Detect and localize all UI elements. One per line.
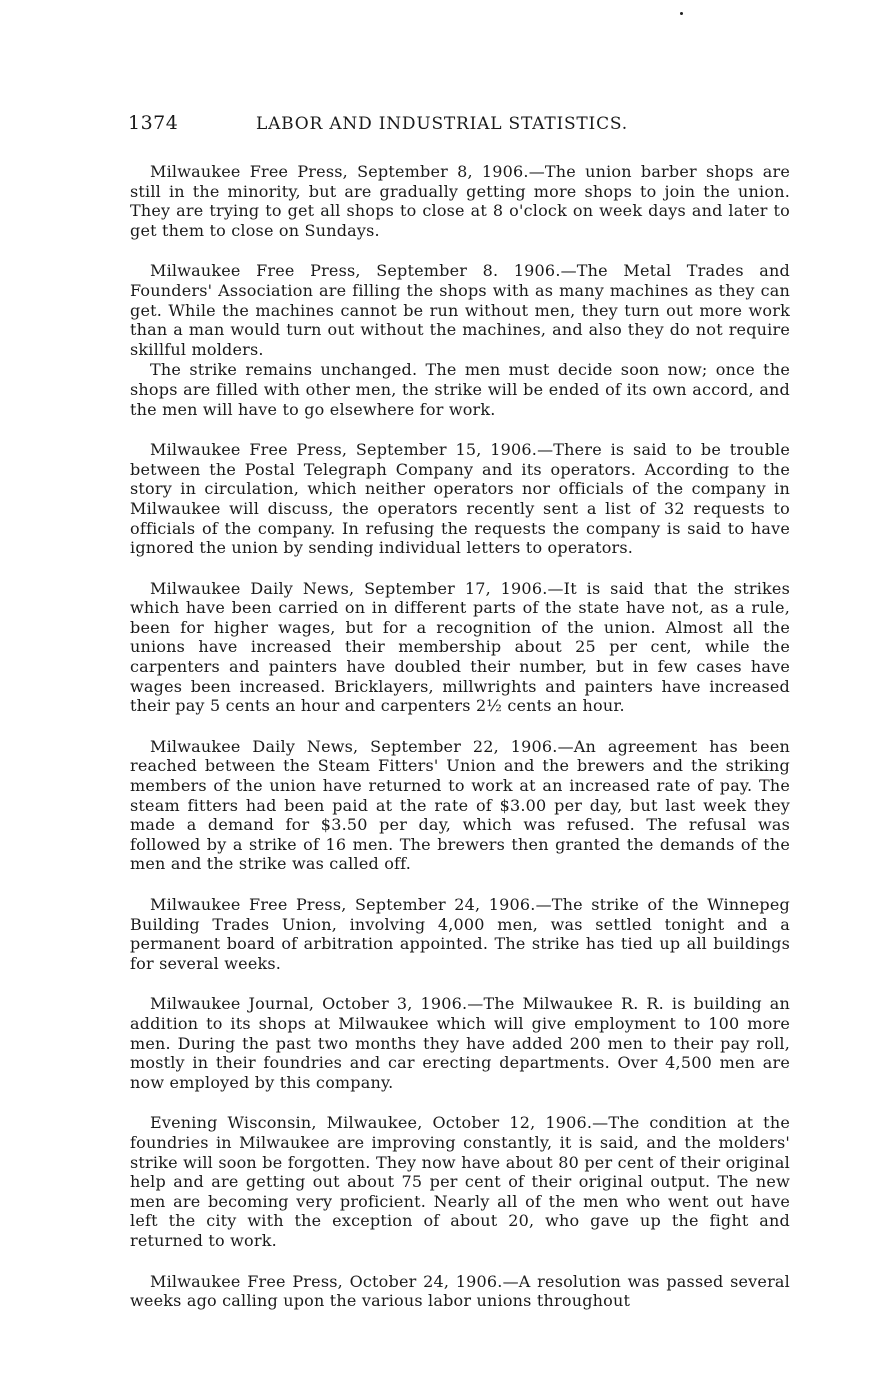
- paragraph: Milwaukee Free Press, September 8. 1906.—The Metal Trades and Founders' Association are filling the shops with as many machines as they can get. While the machines cannot be run without men, they turn out more work than a man would turn out without the machines, and also they do not require skillful molders.: [130, 261, 790, 359]
- paragraph: Milwaukee Free Press, September 8, 1906.—The union barber shops are still in the minority, but are gradually getting more shops to join the union. They are trying to get all shops to close at 8 o'clock on week days and later to get them to close on Sundays.: [130, 162, 790, 240]
- running-head: LABOR AND INDUSTRIAL STATISTICS.: [256, 114, 628, 134]
- page-header: [128, 112, 788, 140]
- paragraph: Evening Wisconsin, Milwaukee, October 12, 1906.—The condition at the foundries in Milwaukee are improving constantly, it is said, and the molders' strike will soon be forgotten. They now have about 80 per cent of their original help and are getting out about 75 per cent of their original output. The new men are becoming very proficient. Nearly all of the men who went out have left the city with the exception of about 20, who gave up the fight and returned to work.: [130, 1113, 790, 1250]
- paragraph: Milwaukee Free Press, September 24, 1906.—The strike of the Winnepeg Building Trades Union, involving 4,000 men, was settled tonight and a permanent board of arbitration appointed. The strike has tied up all buildings for several weeks.: [130, 895, 790, 973]
- paragraph: Milwaukee Daily News, September 17, 1906.—It is said that the strikes which have been carried on in different parts of the state have not, as a rule, been for higher wages, but for a recognition of the union. Almost all the unions have increased their membership about 25 per cent, while the carpenters and painters have doubled their number, but in few cases have wages been increased. Bricklayers, millwrights and painters have increased their pay 5 cents an hour and carpenters 2½ cents an hour.: [130, 578, 790, 716]
- paragraph: Milwaukee Free Press, September 15, 1906.—There is said to be trouble between the Postal Telegraph Company and its operators. According to the story in circulation, which neither operators nor officials of the company in Milwaukee will discuss, the operators recently sent a list of 32 requests to officials of the company. In refusing the requests the company is said to have ignored the union by sending individual letters to operators.: [130, 440, 790, 558]
- body-text: [130, 162, 790, 1332]
- paragraph: The strike remains unchanged. The men must decide soon now; once the shops are filled with other men, the strike will be ended of its own accord, and the men will have to go elsewhere for work.: [130, 360, 790, 419]
- paragraph: Milwaukee Free Press, October 24, 1906.—A resolution was passed several weeks ago calling upon the various labor unions throughout: [130, 1271, 790, 1311]
- paragraph: Milwaukee Journal, October 3, 1906.—The Milwaukee R. R. is building an addition to its shops at Milwaukee which will give employment to 100 more men. During the past two months they have added 200 men to their pay roll, mostly in their foundries and car erecting departments. Over 4,500 men are now employed by this company.: [130, 994, 790, 1092]
- scan-speck: [680, 12, 683, 15]
- page-number: 1374: [128, 112, 179, 134]
- paragraph: Milwaukee Daily News, September 22, 1906.—An agreement has been reached between the Steam Fitters' Union and the brewers and the striking members of the union have returned to work at an increased rate of pay. The steam fitters had been paid at the rate of $3.00 per day, but last week they made a demand for $3.50 per day, which was refused. The refusal was followed by a strike of 16 men. The brewers then granted the demands of the men and the strike was called off.: [130, 736, 790, 874]
